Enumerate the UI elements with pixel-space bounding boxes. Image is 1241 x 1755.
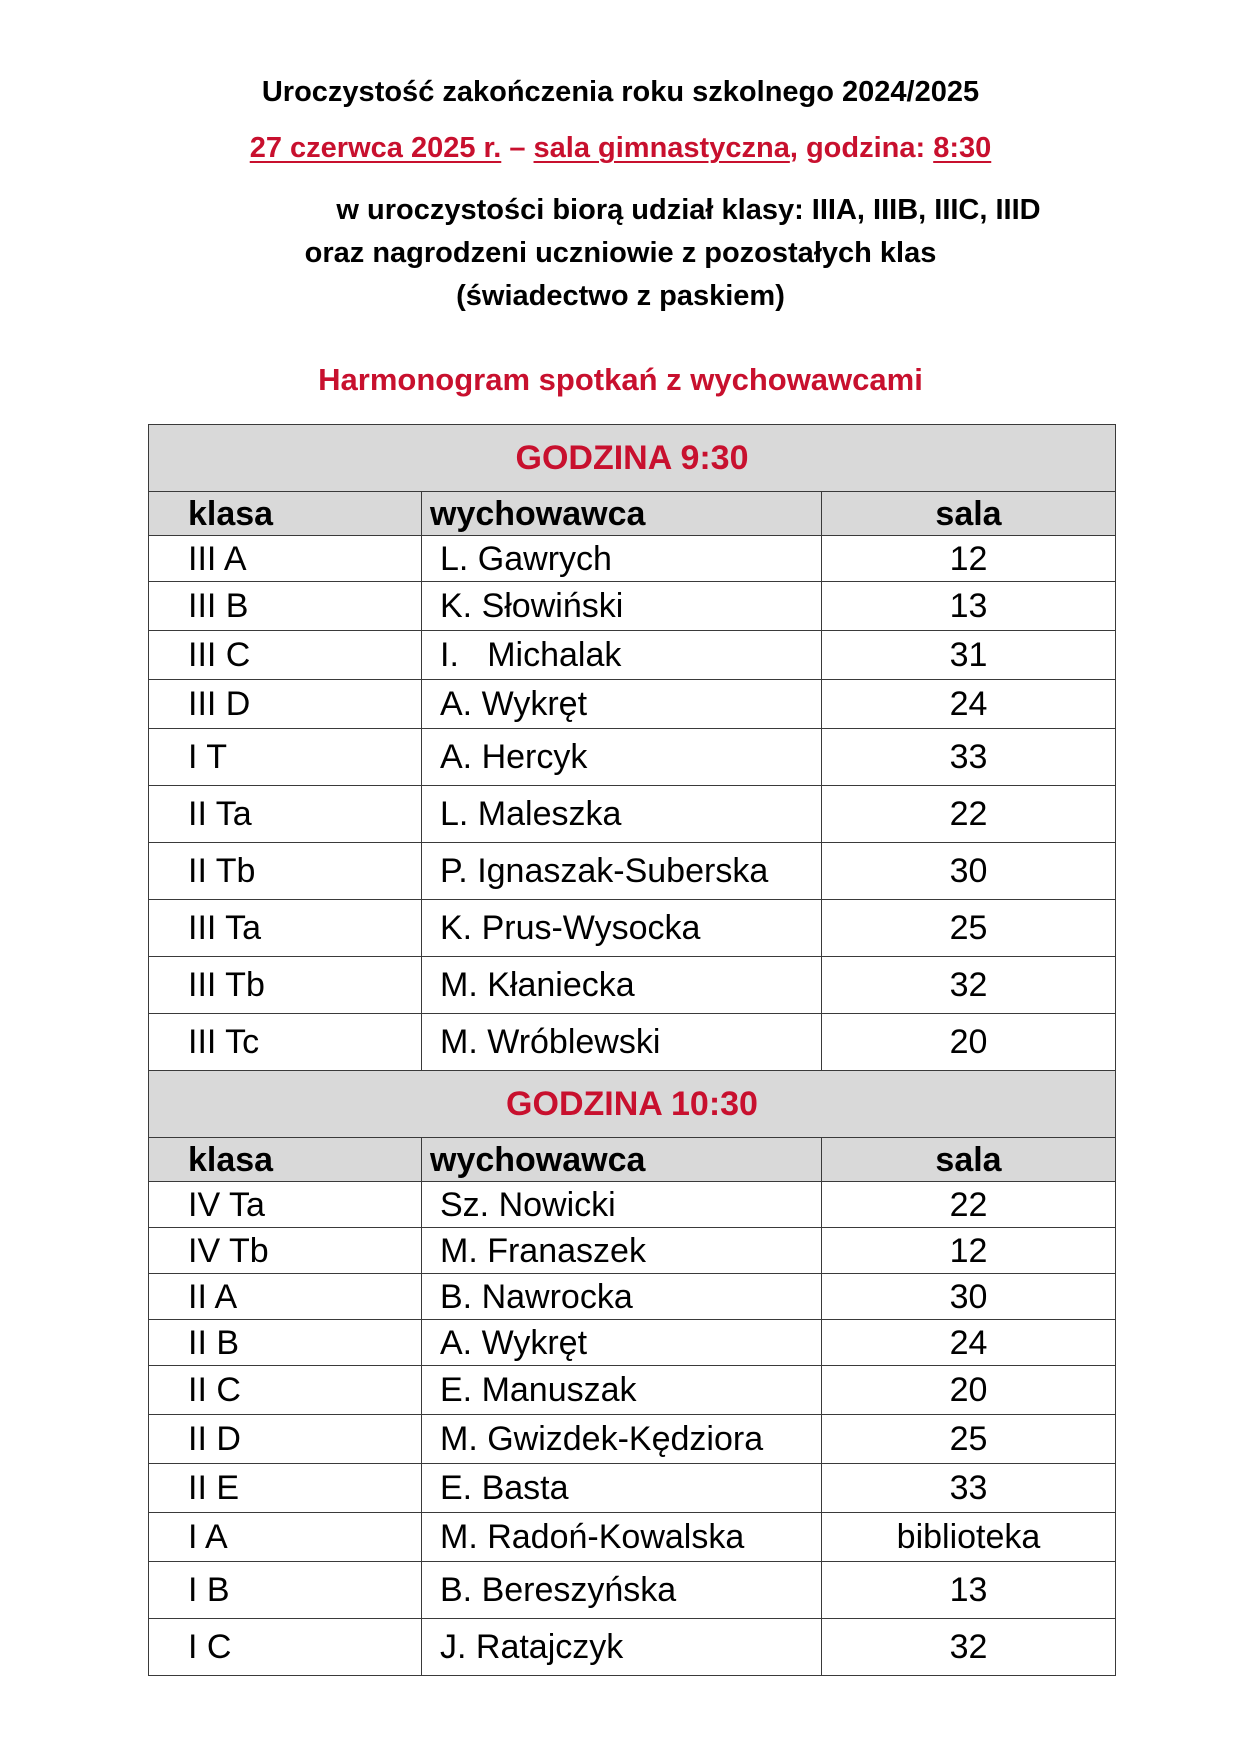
class-cell: I T: [149, 729, 422, 786]
table-row: [149, 1366, 1116, 1415]
teacher-cell: E. Basta: [422, 1464, 822, 1513]
date-separator: –: [501, 132, 534, 164]
class-cell: III A: [149, 536, 422, 582]
schedule-title: Harmonogram spotkań z wychowawcami: [318, 362, 923, 397]
room-cell: 30: [822, 843, 1116, 900]
table-row: [149, 729, 1116, 786]
room-cell: 33: [822, 1464, 1116, 1513]
table-row: [149, 1014, 1116, 1071]
room-cell: 13: [822, 1562, 1116, 1619]
participants-line-3: (świadectwo z paskiem): [456, 280, 785, 312]
class-cell: I B: [149, 1562, 422, 1619]
class-cell: I C: [149, 1619, 422, 1676]
schedule-table-body: [149, 425, 1116, 1676]
table-row: [149, 786, 1116, 843]
room-cell: 31: [822, 631, 1116, 680]
column-header-wychowawca: wychowawca: [422, 492, 822, 536]
class-cell: III Tb: [149, 957, 422, 1014]
room-cell: 20: [822, 1014, 1116, 1071]
room-cell: 12: [822, 1228, 1116, 1274]
class-cell: III C: [149, 631, 422, 680]
room-cell: 25: [822, 900, 1116, 957]
room-cell: biblioteka: [822, 1513, 1116, 1562]
class-cell: II A: [149, 1274, 422, 1320]
class-cell: III B: [149, 582, 422, 631]
teacher-cell: A. Hercyk: [422, 729, 822, 786]
class-cell: II Ta: [149, 786, 422, 843]
column-header-row: [149, 1138, 1116, 1182]
room-cell: 20: [822, 1366, 1116, 1415]
table-row: [149, 631, 1116, 680]
class-cell: II B: [149, 1320, 422, 1366]
class-cell: II C: [149, 1366, 422, 1415]
table-row: [149, 900, 1116, 957]
teacher-cell: M. Kłaniecka: [422, 957, 822, 1014]
class-cell: II Tb: [149, 843, 422, 900]
teacher-cell: E. Manuszak: [422, 1366, 822, 1415]
teacher-cell: I. Michalak: [422, 631, 822, 680]
column-header-klasa: klasa: [149, 492, 422, 536]
teacher-cell: L. Maleszka: [422, 786, 822, 843]
document-title: Uroczystość zakończenia roku szkolnego 2024/2025: [261, 76, 980, 108]
section-heading: GODZINA 9:30: [149, 425, 1116, 492]
class-cell: III Tc: [149, 1014, 422, 1071]
teacher-cell: L. Gawrych: [422, 536, 822, 582]
event-date: 27 czerwca 2025 r.: [249, 132, 502, 164]
table-row: [149, 843, 1116, 900]
table-row: [149, 1513, 1116, 1562]
room-cell: 24: [822, 1320, 1116, 1366]
room-cell: 13: [822, 582, 1116, 631]
participants-line-2: oraz nagrodzeni uczniowie z pozostałych klas: [304, 237, 937, 269]
class-cell: I A: [149, 1513, 422, 1562]
room-cell: 32: [822, 957, 1116, 1014]
room-cell: 25: [822, 1415, 1116, 1464]
event-date-line: [0, 132, 1241, 165]
room-cell: 30: [822, 1274, 1116, 1320]
column-header-sala: sala: [822, 492, 1116, 536]
teacher-cell: A. Wykręt: [422, 680, 822, 729]
teacher-cell: M. Gwizdek-Kędziora: [422, 1415, 822, 1464]
room-cell: 22: [822, 786, 1116, 843]
class-cell: III Ta: [149, 900, 422, 957]
time-label: , godzina:: [789, 132, 934, 164]
teacher-cell: M. Franaszek: [422, 1228, 822, 1274]
table-row: [149, 1619, 1116, 1676]
teacher-cell: A. Wykręt: [422, 1320, 822, 1366]
event-place: sala gimnastyczna: [533, 132, 790, 164]
teacher-cell: J. Ratajczyk: [422, 1619, 822, 1676]
class-cell: II D: [149, 1415, 422, 1464]
room-cell: 22: [822, 1182, 1116, 1228]
teacher-cell: M. Radoń-Kowalska: [422, 1513, 822, 1562]
teacher-cell: Sz. Nowicki: [422, 1182, 822, 1228]
teacher-cell: P. Ignaszak-Suberska: [422, 843, 822, 900]
schedule-table: [148, 424, 1116, 1676]
table-row: [149, 1228, 1116, 1274]
table-row: [149, 1415, 1116, 1464]
section-heading: GODZINA 10:30: [149, 1071, 1116, 1138]
room-cell: 12: [822, 536, 1116, 582]
event-time: 8:30: [933, 132, 992, 164]
column-header-row: [149, 492, 1116, 536]
room-cell: 33: [822, 729, 1116, 786]
table-row: [149, 680, 1116, 729]
column-header-klasa: klasa: [149, 1138, 422, 1182]
table-row: [149, 582, 1116, 631]
room-cell: 24: [822, 680, 1116, 729]
table-row: [149, 1182, 1116, 1228]
teacher-cell: K. Słowiński: [422, 582, 822, 631]
section-heading-row: [149, 425, 1116, 492]
class-cell: III D: [149, 680, 422, 729]
class-cell: II E: [149, 1464, 422, 1513]
teacher-cell: B. Nawrocka: [422, 1274, 822, 1320]
table-row: [149, 957, 1116, 1014]
section-heading-row: [149, 1071, 1116, 1138]
participants-line-1: w uroczystości biorą udział klasy: IIIA, IIIB, IIIC, IIID: [336, 194, 1041, 226]
teacher-cell: K. Prus-Wysocka: [422, 900, 822, 957]
teacher-cell: M. Wróblewski: [422, 1014, 822, 1071]
table-row: [149, 1464, 1116, 1513]
room-cell: 32: [822, 1619, 1116, 1676]
class-cell: IV Ta: [149, 1182, 422, 1228]
column-header-wychowawca: wychowawca: [422, 1138, 822, 1182]
table-row: [149, 1562, 1116, 1619]
table-row: [149, 1274, 1116, 1320]
table-row: [149, 1320, 1116, 1366]
teacher-cell: B. Bereszyńska: [422, 1562, 822, 1619]
class-cell: IV Tb: [149, 1228, 422, 1274]
table-row: [149, 536, 1116, 582]
column-header-sala: sala: [822, 1138, 1116, 1182]
